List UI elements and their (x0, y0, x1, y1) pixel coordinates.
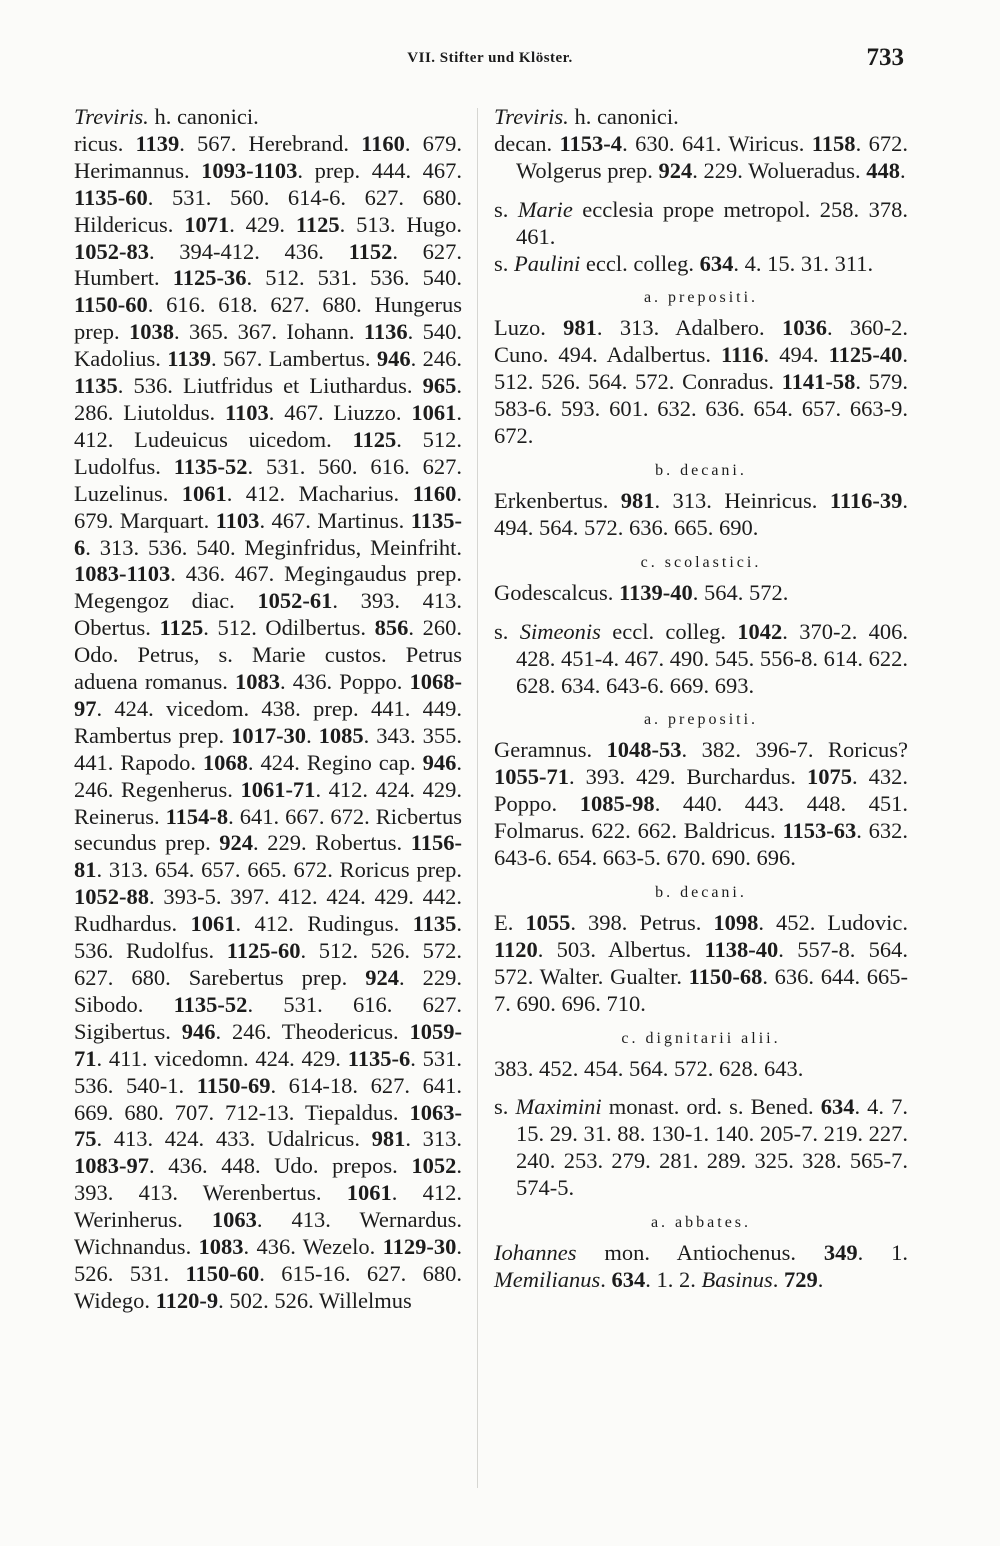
entry-s-simeonis: s. Simeonis eccl. colleg. 1042. 370-2. 406. 428. 451-4. 467. 490. 545. 556-8. 614. 622. 628. 634. 643-6. 669. 693. (494, 618, 908, 698)
section-heading: a. abbates. (650, 1214, 752, 1232)
section-heading: c. scolastici. (640, 553, 762, 571)
left-column-heading (74, 104, 462, 131)
section-heading: a. prepositi. (643, 711, 759, 729)
canonici-list: ricus. 1139. 567. Herebrand. 1160. 679. Herimannus. 1093-1103. prep. 444. 467. 1135-60. 531. 560. 614-6. 627. 680. Hildericus. 1071. 429. 1125. 513. Hugo. 1052-83. 394-412. 436. 1152. 627. Humbert. 1125-36. 512. 531. 536. 540. 1150-60. 616. 618. 627. 680. Hungerus prep. 1038. 365. 367. Iohann. 1136. 540. Kadolius. 1139. 567. Lambertus. 946. 246. 1135. 536. Liutfridus et Liuthardus. 965. 286. Liutoldus. 1103. 467. Liuzzo. 1061. 412. Ludeuicus uicedom. 1125. 512. Ludolfus. 1135-52. 531. 560. 616. 627. Luzelinus. 1061. 412. Macharius. 1160. 679. Marquart. 1103. 467. Martinus. 1135-6. 313. 536. 540. Meginfridus, Meinfriht. 1083-1103. 436. 467. Megingaudus prep. Megengoz diac. 1052-61. 393. 413. Obertus. 1125. 512. Odilbertus. 856. 260. Odo. Petrus, s. Marie custos. Petrus aduena romanus. 1083. 436. Poppo. 1068-97. 424. vicedom. 438. prep. 441. 449. Rambertus prep. 1017-30. 1085. 343. 355. 441. Rapodo. 1068. 424. Regino cap. 946. 246. Regenherus. 1061-71. 412. 424. 429. Reinerus. 1154-8. 641. 667. 672. Ricbertus secundus prep. 924. 229. Robertus. 1156-81. 313. 654. 657. 665. 672. Roricus prep. 1052-88. 393-5. 397. 412. 424. 429. 442. Rudhardus. 1061. 412. Rudingus. 1135. 536. Rudolfus. 1125-60. 512. 526. 572. 627. 680. Sarebertus prep. 924. 229. Sibodo. 1135-52. 531. 616. 627. Sigibertus. 946. 246. Theodericus. 1059-71. 411. vicedomn. 424. 429. 1135-6. 531. 536. 540-1. 1150-69. 614-18. 627. 641. 669. 680. 707. 712-13. Tiepaldus. 1063-75. 413. 424. 433. Udalricus. 981. 313. 1083-97. 436. 448. Udo. prepos. 1052. 393. 413. Werenbertus. 1061. 412. Werinherus. 1063. 413. Wernardus. Wichnandus. 1083. 436. Wezelo. 1129-30. 526. 531. 1150-60. 615-16. 627. 680. Widego. 1120-9. 502. 526. Willelmus (74, 130, 463, 1313)
left-column (74, 104, 462, 1315)
page-header (70, 44, 910, 78)
heading-place: Treviris. (494, 104, 569, 129)
simeonis-prepositi-list: Geramnus. 1048-53. 382. 396-7. Roricus? 1055-71. 393. 429. Burchardus. 1075. 432. Poppo. 1085-98. 440. 443. 448. 451. Folmarus. 622. 662. Baldricus. 1153-63. 632. 643-6. 654. 663-5. 670. 690. 696. (494, 737, 909, 871)
heading-rest: h. canonici. (568, 104, 679, 129)
section-heading: b. decani. (655, 461, 747, 479)
right-column (494, 104, 908, 1294)
column-divider (477, 108, 478, 1488)
entry-s-paulini: s. Paulini eccl. colleg. 634. 4. 15. 31. 311. (494, 250, 874, 276)
simeonis-decani-list: E. 1055. 398. Petrus. 1098. 452. Ludovic. 1120. 503. Albertus. 1138-40. 557-8. 564. 572. Walter. Gualter. 1150-68. 636. 644. 665-7. 690. 696. 710. (494, 909, 909, 1016)
entry-s-marie: s. Marie ecclesia prope metropol. 258. 378. 461. (494, 196, 908, 249)
paulini-decani-list: Erkenbertus. 981. 313. Heinricus. 1116-39. 494. 564. 572. 636. 665. 690. (494, 487, 908, 540)
maximini-abbates-list: Iohannes mon. Antiochenus. 349. 1. Memilianus. 634. 1. 2. Basinus. 729. (494, 1240, 908, 1292)
simeonis-dignitarii-list: 383. 452. 454. 564. 572. 628. 643. (494, 1055, 804, 1081)
section-heading: a. prepositi. (643, 289, 759, 307)
heading-place: Treviris. (74, 104, 149, 129)
page-number: 733 (866, 44, 904, 71)
running-head: VII. Stifter und Klöster. (407, 50, 573, 66)
paulini-scolastici-list: Godescalcus. 1139-40. 564. 572. (494, 579, 789, 605)
section-heading: b. decani. (655, 883, 747, 901)
right-column-heading (494, 104, 908, 131)
heading-rest: h. canonici. (148, 104, 259, 129)
canonici-continued: decan. 1153-4. 630. 641. Wiricus. 1158. 672. Wolgerus prep. 924. 229. Wolueradus. 448. (494, 130, 909, 183)
section-heading: c. dignitarii alii. (621, 1029, 781, 1047)
entry-s-maximini: s. Maximini monast. ord. s. Bened. 634. 4. 7. 15. 29. 31. 88. 130-1. 140. 205-7. 219. 227. 240. 253. 279. 281. 289. 325. 328. 565-7. 574-5. (494, 1094, 908, 1201)
paulini-prepositi-list: Luzo. 981. 313. Adalbero. 1036. 360-2. Cuno. 494. Adalbertus. 1116. 494. 1125-40. 512. 526. 564. 572. Conradus. 1141-58. 579. 583-6. 593. 601. 632. 636. 654. 657. 663-9. 672. (494, 315, 909, 449)
